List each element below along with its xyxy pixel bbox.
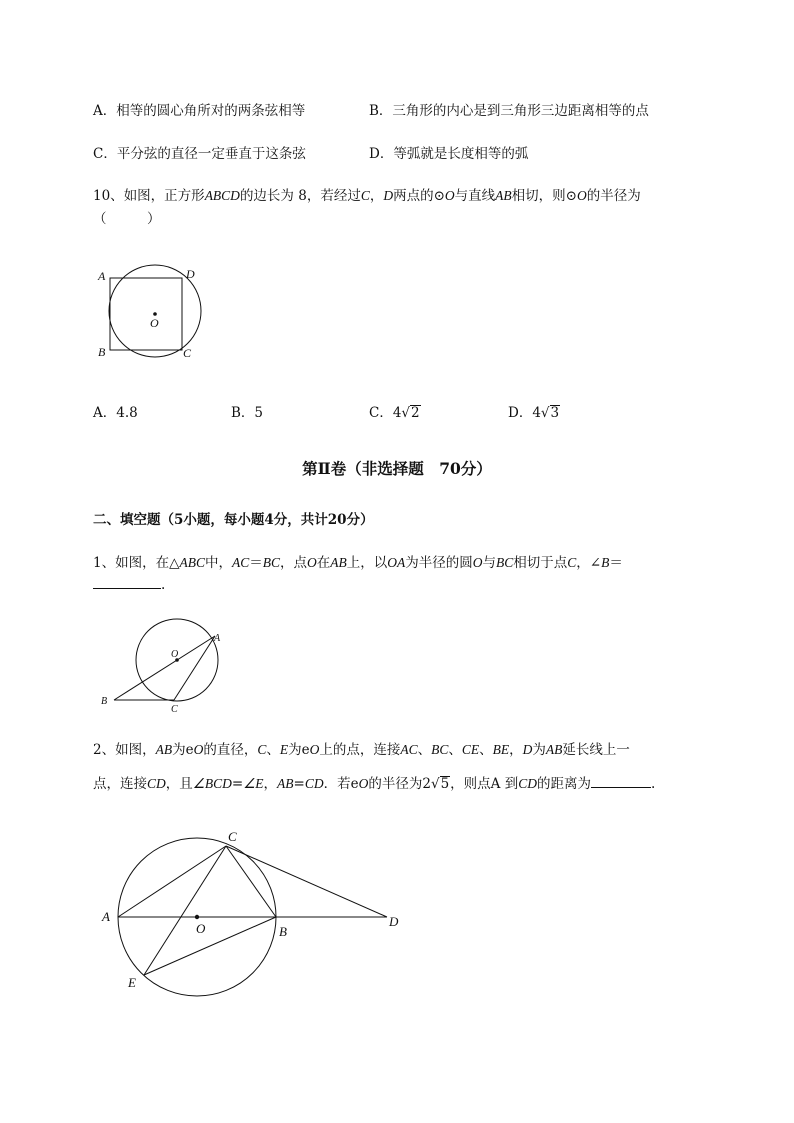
sqrt-sign: √: [540, 405, 550, 421]
q2-text-8: 延长线上一: [562, 742, 630, 758]
q1-var-ac: AC: [231, 555, 250, 570]
q9-option-d: D．等弧就是长度相等的弧: [369, 146, 529, 162]
q10-option-a: A．4.8: [93, 405, 138, 421]
q1-text-3: ，点: [280, 555, 308, 571]
q2-label-c: C: [228, 829, 237, 844]
q1-number: 1、: [93, 555, 116, 571]
q2-var-bc: BC: [431, 742, 449, 757]
q1-var-bc: BC: [262, 555, 281, 570]
q2-var-ac: AC: [400, 742, 418, 757]
q9-option-a: A．相等的圆心角所对的两条弦相等: [93, 103, 306, 119]
q2-number: 2、: [93, 742, 116, 758]
q1-text-6: 为半径的圆: [405, 555, 473, 571]
q10-option-d-radicand: 3: [550, 405, 560, 421]
q10-answer-paren: （ ）: [93, 211, 161, 227]
q2-text-9: 点，连接: [93, 776, 147, 792]
q1-figure: [98, 618, 228, 713]
q2-var-o2: O: [309, 742, 320, 757]
q10-figure: [90, 262, 220, 362]
q2-text-6: ，: [509, 742, 523, 758]
q2-var-o1: O: [193, 742, 204, 757]
q2-circle-symbol: e: [185, 742, 194, 758]
q2-text-5: 上的点，连接: [319, 742, 401, 758]
q10-option-c: [369, 401, 421, 421]
q2-label-e: E: [128, 975, 136, 990]
q1-label-a: A: [214, 633, 221, 644]
q2-var-be: BE: [492, 742, 510, 757]
q2-text-1: 如图，: [115, 742, 156, 758]
q2-angle-e: ∠E: [243, 776, 264, 791]
q2-var-cd3: CD: [518, 776, 537, 791]
answer-blank[interactable]: [93, 588, 161, 589]
q10-var-o2: O: [576, 188, 587, 203]
q2-stem-line-2: [93, 772, 655, 792]
q2-angle-bcd: ∠BCD: [192, 776, 232, 791]
q2-var-d: D: [522, 742, 533, 757]
q2-segment-be: [144, 917, 276, 975]
q1-label-b: B: [101, 696, 108, 707]
q1-eq: ＝: [249, 555, 263, 571]
sqrt-sign: √: [401, 405, 411, 421]
q10-var-ab: AB: [495, 188, 512, 203]
q1-text-4: 在: [316, 555, 331, 571]
q2-text-13: 的半径为: [368, 776, 423, 792]
q2-text-14: ，则点A 到: [450, 776, 519, 792]
q2-radius-radicand: 5: [440, 776, 450, 792]
q10-label-d: D: [186, 267, 195, 281]
q10-comma: ，: [369, 188, 384, 204]
q2-text-11: ，: [263, 776, 278, 792]
q10-label-c: C: [183, 346, 192, 360]
q2-text-12: ．若: [323, 776, 351, 792]
q2-stem-line-1: [93, 738, 630, 758]
q1-end: .: [161, 577, 166, 593]
q2-sep: 、: [448, 742, 462, 758]
q1-answer-line: [93, 577, 165, 593]
q10-option-d-prefix: D．4: [508, 405, 541, 421]
q2-var-c: C: [257, 742, 267, 757]
section-title: 二、填空题（5小题，每小题4分，共计20分）: [93, 512, 374, 528]
q2-text-7: 为: [532, 742, 546, 758]
q1-text-2: 中，: [204, 555, 232, 571]
q10-number: 10、: [93, 188, 124, 204]
q1-text-10: ＝: [609, 555, 623, 571]
q10-text-2: 的边长为 8，若经过: [239, 188, 361, 204]
q2-label-b: B: [279, 924, 287, 939]
q10-text-1: 如图，正方形: [123, 188, 205, 204]
q2-text-4: 为: [288, 742, 302, 758]
q2-var-ab3: AB: [277, 776, 294, 791]
q1-text-5: 上，以: [346, 555, 388, 571]
q10-text-6: 的半径为: [586, 188, 641, 204]
q1-var-o2: O: [472, 555, 483, 570]
q1-segment-ba: [114, 636, 215, 700]
q10-label-a: A: [98, 269, 106, 283]
q2-sep: 、: [266, 742, 280, 758]
q2-circle-symbol: e: [301, 742, 310, 758]
q10-option-b: B．5: [231, 405, 264, 421]
q2-label-a: A: [102, 909, 110, 924]
q1-label-o: O: [171, 649, 179, 660]
q2-center-dot: [195, 915, 199, 919]
q2-radius-coef: 2: [422, 776, 431, 792]
q10-stem: [93, 184, 641, 204]
sqrt-sign: √: [430, 776, 440, 792]
q2-var-cd2: CD: [304, 776, 324, 791]
answer-blank[interactable]: [591, 787, 651, 788]
q1-var-ab: AB: [330, 555, 347, 570]
q10-var-d: D: [383, 188, 394, 203]
q2-text-15: 的距离为: [536, 776, 591, 792]
q1-label-c: C: [171, 704, 178, 715]
q1-var-bc2: BC: [496, 555, 514, 570]
q2-end: .: [650, 776, 656, 792]
q2-label-d: D: [389, 914, 399, 929]
q2-text-2: 为: [172, 742, 186, 758]
q2-var-cd: CD: [147, 776, 166, 791]
q2-var-ab2: AB: [545, 742, 563, 757]
q1-var-c: C: [567, 555, 577, 570]
q2-segment-ac: [118, 846, 226, 917]
q2-text-10: ，且: [165, 776, 193, 792]
q2-eq-2: =: [293, 776, 305, 792]
q10-option-d: [508, 401, 560, 421]
q10-option-c-prefix: C．4: [369, 405, 402, 421]
q2-eq-1: =: [231, 776, 244, 792]
q1-text-9: ，∠: [576, 555, 602, 571]
q2-segment-ce: [144, 846, 226, 975]
q1-var-o: O: [307, 555, 317, 570]
q10-var-abcd: ABCD: [204, 188, 240, 203]
q10-square: [110, 278, 182, 350]
q1-var-b: B: [601, 555, 610, 570]
q2-var-o3: O: [358, 776, 369, 791]
q10-text-3: 两点的⊙: [393, 188, 445, 204]
q1-var-oa: OA: [387, 555, 406, 570]
q10-text-5: 相切，则⊙: [511, 188, 577, 204]
q10-label-o: O: [150, 316, 159, 330]
q1-text-8: 相切于点: [513, 555, 568, 571]
q2-sep: 、: [417, 742, 432, 758]
q9-option-b: B．三角形的内心是到三角形三边距离相等的点: [369, 103, 649, 119]
q2-sep: 、: [479, 742, 493, 758]
q10-label-b: B: [98, 345, 106, 359]
q1-text-7: 与: [482, 555, 497, 571]
q10-text-4: 与直线: [454, 188, 496, 204]
q2-text-3: 的直径，: [203, 742, 258, 758]
q10-var-c: C: [360, 188, 370, 203]
part2-title: 第Ⅱ卷（非选择题 70分）: [302, 459, 492, 478]
q2-label-o: O: [196, 921, 206, 936]
q1-text-1: 如图，在△: [115, 555, 180, 571]
q1-var-abc: ABC: [179, 555, 205, 570]
q2-var-e: E: [279, 742, 289, 757]
q2-var-ce: CE: [461, 742, 480, 757]
q2-figure: [98, 826, 408, 1006]
q1-segment-ca: [174, 636, 215, 700]
q2-segment-cd: [226, 846, 387, 917]
q2-var-ab: AB: [155, 742, 173, 757]
q2-circle-symbol: e: [350, 776, 359, 792]
q10-option-c-radicand: 2: [411, 405, 420, 421]
q1-stem: [93, 551, 623, 571]
q9-option-c: C．平分弦的直径一定垂直于这条弦: [93, 146, 306, 162]
q10-var-o1: O: [444, 188, 455, 203]
